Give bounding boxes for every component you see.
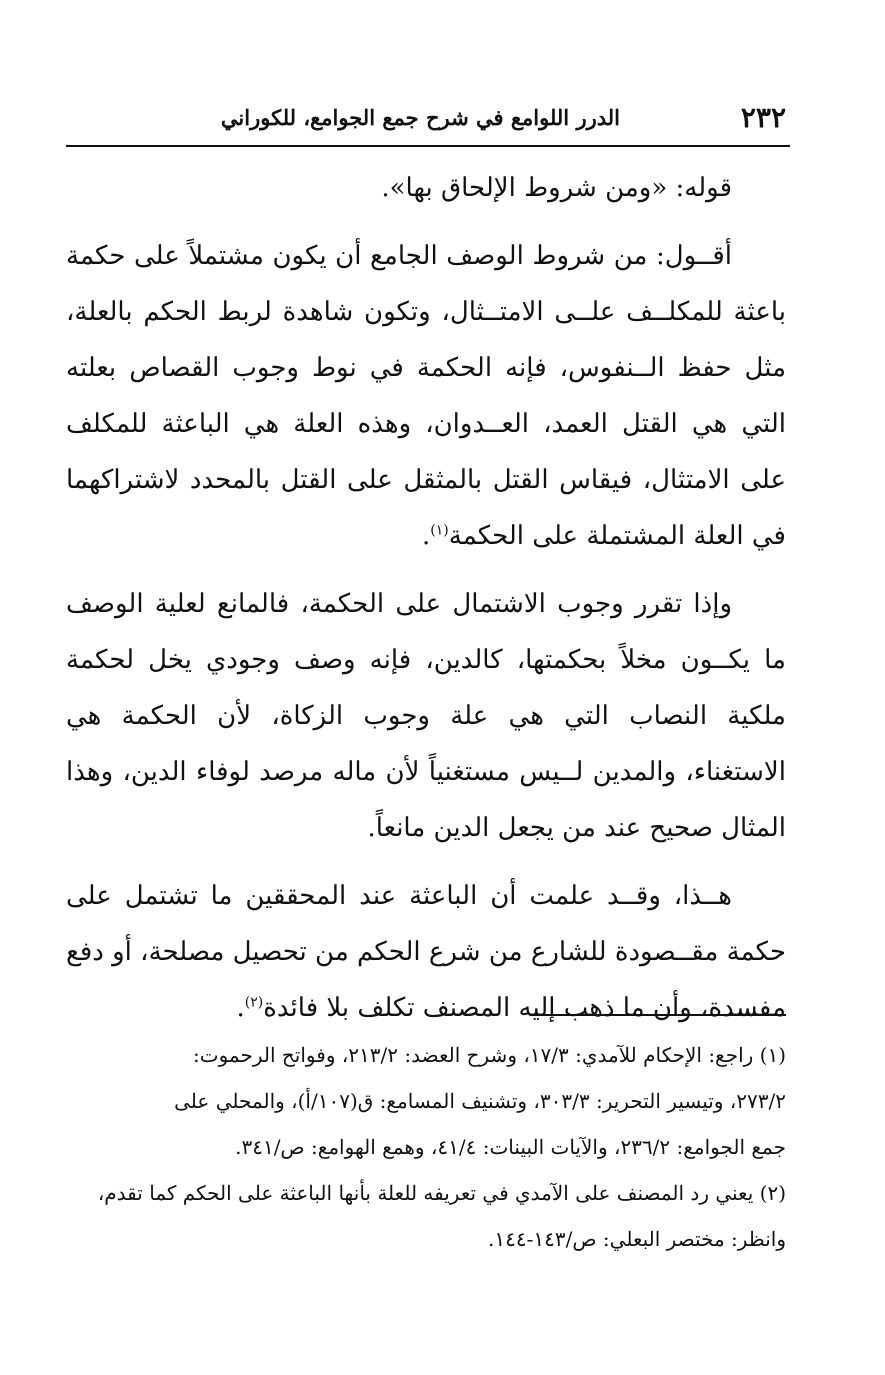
paragraph-hadha-text: هــذا، وقــد علمت أن الباعثة عند المحققين ما تشتمل على حكمة مقــصودة للشارع من شرع الحكم من تحصيل مصلحة، أو دفع مفسدة، وأن ما ذهب إليه المصنف تكلف بلا فائدة	[66, 881, 786, 1023]
paragraph-hadha-end: .	[236, 993, 245, 1023]
paragraph-aqul-text: أقــول: من شروط الوصف الجامع أن يكون مشتملاً على حكمة باعثة للمكلــف علــى الامتــثال، وتكون شاهدة لربط الحكم بالعلة، مثل حفظ الــنفوس، فإنه الحكمة في نوط وجوب القصاص بعلته التي هي القتل العمد، العــدوان، وهذه العلة هي الباعثة للمكلف على الامتثال، فيقاس القتل بالمثقل على القتل بالمحدد لاشتراكهما في العلة المشتملة على الحكمة	[66, 241, 786, 551]
footnote-1-line-3: جمع الجوامع: ٢٣٦/٢، والآيات البينات: ٤١/٤، وهمع الهوامع: ص/٣٤١.	[235, 1135, 786, 1159]
footnote-ref-1: (١)	[430, 522, 449, 539]
footnotes	[66, 1032, 786, 1262]
page-header	[66, 96, 790, 142]
footnote-2-line-1: (٢) يعني رد المصنف على الآمدي في تعريفه للعلة بأنها الباعثة على الحكم كما تقدم،	[97, 1181, 786, 1205]
page-number: ٢٣٢	[740, 101, 786, 134]
paragraph-hadha	[66, 868, 786, 1036]
footnote-divider	[530, 1014, 786, 1016]
running-title: الدرر اللوامع في شرح جمع الجوامع، للكوراني	[220, 105, 620, 130]
paragraph-quote: قوله: «ومن شروط الإلحاق بها».	[381, 173, 732, 203]
header-divider	[66, 145, 790, 147]
paragraph-mani: وإذا تقرر وجوب الاشتمال على الحكمة، فالمانع لعلية الوصف ما يكــون مخلاً بحكمتها، كالدين، فإنه وصف وجودي يخل لحكمة ملكية النصاب التي هي علة وجوب الزكاة، لأن الحكمة هي الاستغناء، والمدين لــيس مستغنياً لأن ماله مرصد لوفاء الدين، وهذا المثال صحيح عند من يجعل الدين مانعاً.	[66, 589, 786, 843]
footnote-1-line-2: ٢٧٣/٢، وتيسير التحرير: ٣٠٣/٣، وتشنيف المسامع: ق(١٠٧/أ)، والمحلي على	[174, 1089, 786, 1113]
footnote-ref-2: (٢)	[244, 994, 264, 1011]
paragraph-aqul	[66, 228, 786, 564]
footnote-1-line-1: (١) راجع: الإحكام للآمدي: ١٧/٣، وشرح العضد: ٢١٣/٢، وفواتح الرحموت:	[193, 1043, 786, 1067]
main-text	[66, 160, 786, 1036]
paragraph-aqul-end: .	[422, 521, 431, 551]
footnote-2-line-2: وانظر: مختصر البعلي: ص/١٤٣-١٤٤.	[488, 1227, 786, 1251]
